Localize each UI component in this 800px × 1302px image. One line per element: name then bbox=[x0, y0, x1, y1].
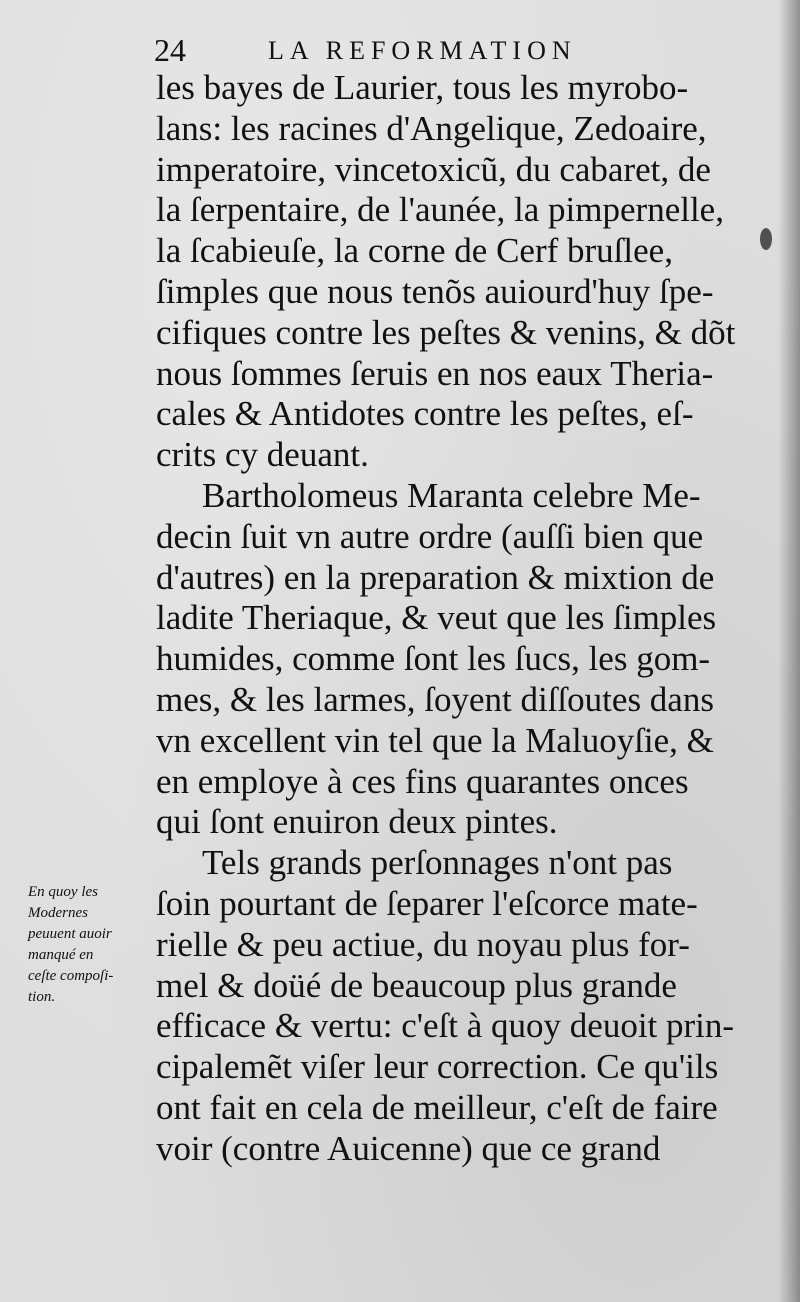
margin-note-line: manqué en bbox=[28, 947, 94, 963]
text-line: imperatoire, vincetoxicũ, du cabaret, de bbox=[156, 149, 711, 189]
text-line: vn excellent vin tel que la Maluoyſie, & bbox=[156, 720, 714, 760]
ink-smudge bbox=[760, 228, 772, 250]
margin-note-line: Modernes bbox=[28, 905, 88, 921]
text-line: crits cy deuant. bbox=[156, 435, 369, 475]
paragraph-start-line: Tels grands perſonnages n'ont pas bbox=[202, 843, 673, 883]
text-line: mel & doüé de beaucoup plus grande bbox=[156, 965, 677, 1005]
text-line: cifiques contre les peſtes & venins, & dõt bbox=[156, 312, 736, 352]
text-line: ſimples que nous tenõs auiourd'huy ſpe- bbox=[156, 271, 714, 311]
text-line: en employe à ces fins quarantes onces bbox=[156, 761, 689, 801]
page-edge-shadow bbox=[778, 0, 800, 1302]
running-head: LA REFORMATION bbox=[268, 36, 577, 65]
text-line: d'autres) en la preparation & mixtion de bbox=[156, 557, 715, 597]
text-line: ont fait en cela de meilleur, c'eſt de faire bbox=[156, 1087, 718, 1127]
text-line: voir (contre Auicenne) que ce grand bbox=[156, 1128, 661, 1168]
text-line: rielle & peu actiue, du noyau plus for- bbox=[156, 924, 690, 964]
text-line: lans: les racines d'Angelique, Zedoaire, bbox=[156, 108, 707, 148]
text-line: mes, & les larmes, ſoyent diſſoutes dans bbox=[156, 679, 714, 719]
margin-note-line: tion. bbox=[28, 989, 56, 1005]
body-text bbox=[156, 68, 746, 1170]
text-line: la ſerpentaire, de l'aunée, la pimpernelle, bbox=[156, 190, 724, 230]
text-line: qui ſont enuiron deux pintes. bbox=[156, 802, 558, 842]
margin-note bbox=[28, 882, 168, 1008]
text-line: ſoin pourtant de ſeparer l'eſcorce mate- bbox=[156, 883, 698, 923]
page-header bbox=[150, 28, 620, 68]
text-line: cipalemẽt viſer leur correction. Ce qu'ils bbox=[156, 1047, 719, 1087]
page-number: 24 bbox=[154, 32, 186, 68]
text-line: cales & Antidotes contre les peſtes, eſ- bbox=[156, 394, 694, 434]
margin-note-line: En quoy les bbox=[28, 884, 98, 900]
margin-note-line: peuuent auoir bbox=[28, 926, 112, 942]
text-line: decin ſuit vn autre ordre (auſſi bien que bbox=[156, 516, 704, 556]
margin-note-line: ceſte compoſi- bbox=[28, 968, 114, 984]
text-line: la ſcabieuſe, la corne de Cerf bruſlee, bbox=[156, 231, 673, 271]
text-line: les bayes de Laurier, tous les myrobo- bbox=[156, 68, 689, 107]
paragraph-start-line: Bartholomeus Maranta celebre Me- bbox=[202, 475, 701, 515]
text-line: nous ſommes ſeruis en nos eaux Theria- bbox=[156, 353, 714, 393]
text-line: ladite Theriaque, & veut que les ſimples bbox=[156, 598, 717, 638]
text-line: efficace & vertu: c'eſt à quoy deuoit prin- bbox=[156, 1006, 735, 1046]
text-line: humides, comme ſont les ſucs, les gom- bbox=[156, 639, 711, 679]
